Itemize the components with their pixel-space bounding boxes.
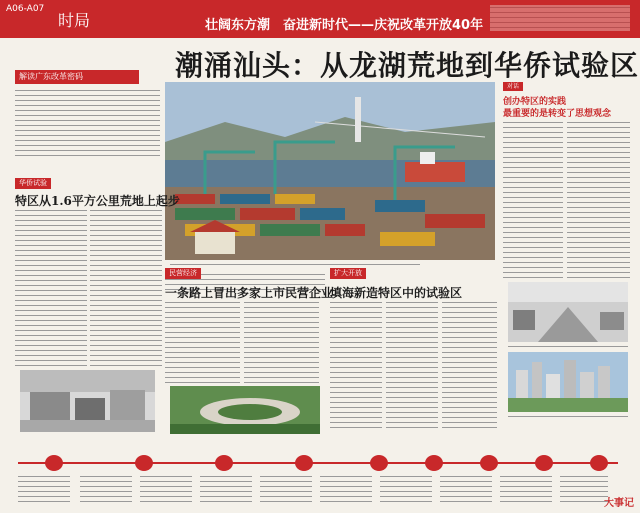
- main-headline: 潮涌汕头：从龙湖荒地到华侨试验区: [175, 49, 640, 82]
- timeline-entry: [440, 474, 492, 506]
- side-title-1: 创办特区的实践: [503, 97, 567, 107]
- timeline-dot: [215, 455, 233, 471]
- left-article-text: [15, 208, 87, 368]
- mid-kicker: 民营经济: [165, 268, 201, 279]
- timeline-entry: [80, 474, 132, 506]
- archive-photo: [20, 370, 155, 432]
- timeline-entry: [500, 474, 552, 506]
- left-article-text-2: [90, 208, 162, 368]
- aerial-photo: [170, 386, 320, 434]
- right-article-text-3: [442, 300, 497, 430]
- timeline-dot: [590, 455, 608, 471]
- modern-city-photo: [508, 352, 628, 412]
- right-article-title: 填海新造特区中的试验区: [330, 286, 463, 300]
- timeline-dot: [295, 455, 313, 471]
- timeline-dot: [480, 455, 498, 471]
- timeline-dot: [425, 455, 443, 471]
- modern-city-illustration: [508, 352, 628, 412]
- left-article-title: 特区从1.6平方公里荒地上起步: [15, 194, 180, 208]
- intro-tag: 解读广东改革密码: [15, 70, 139, 84]
- timeline-entry: [18, 474, 70, 506]
- timeline-dot: [45, 455, 63, 471]
- right-kicker: 扩大开放: [330, 268, 366, 279]
- right-article-text-2: [386, 300, 438, 430]
- mid-article-title: 一条路上冒出多家上市民营企业: [165, 286, 334, 300]
- side-tag: 对话: [503, 82, 523, 91]
- timeline-entry: [260, 474, 312, 506]
- timeline-line: [18, 462, 618, 464]
- archive-illustration: [20, 370, 155, 432]
- timeline-entry: [200, 474, 252, 506]
- aerial-illustration: [170, 386, 320, 434]
- intro-text: [15, 88, 160, 156]
- edition-number: A06-A07: [6, 4, 45, 14]
- timeline-entry: [560, 474, 608, 506]
- top-banner: [0, 0, 640, 38]
- banner-slogan: 壮阔东方潮 奋进新时代——庆祝改革开放40年: [205, 18, 484, 33]
- side-title-2: 最重要的是转变了思想观念: [503, 109, 612, 119]
- editor-info: [490, 5, 630, 31]
- old-city-illustration: [508, 282, 628, 342]
- timeline: [0, 432, 640, 513]
- timeline-dot: [535, 455, 553, 471]
- port-illustration: [165, 82, 495, 260]
- modern-city-caption: [508, 414, 628, 418]
- photo-caption: [170, 262, 420, 266]
- mid-article-text-2: [244, 300, 319, 385]
- timeline-dot: [135, 455, 153, 471]
- old-city-caption: [508, 344, 628, 348]
- timeline-entry: [380, 474, 432, 506]
- timeline-entry: [140, 474, 192, 506]
- mid-article-text: [165, 300, 240, 385]
- old-city-photo: [508, 282, 628, 342]
- right-article-text: [330, 300, 382, 430]
- port-photo: [165, 82, 495, 260]
- chronicle-label: 大事记: [604, 498, 634, 509]
- section-name: 时局: [58, 11, 91, 30]
- side-text-2: [567, 120, 630, 280]
- side-text-1: [503, 120, 563, 280]
- timeline-entry: [320, 474, 372, 506]
- timeline-dot: [370, 455, 388, 471]
- left-kicker: 华侨试验: [15, 178, 51, 189]
